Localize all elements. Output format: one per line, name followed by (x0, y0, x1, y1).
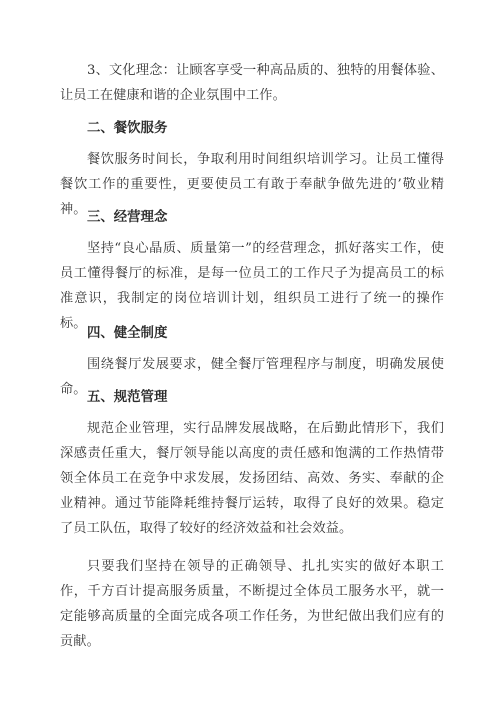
closing-paragraph: 只要我们坚持在领导的正确领导、扎扎实实的做好本职工作，千方百计提高服务质量，不断提过全体员工服务水平，就一定能够高质量的全面完成各项工作任务，为世纪做出我们应有的贡献。 (60, 559, 444, 649)
culture-concept-paragraph: 3、文化理念：让顾客享受一种高品质的、独特的用餐体验、让员工在健康和谐的企业氛围中工作。 (60, 63, 444, 103)
catering-service-paragraph: 餐饮服务时间长，争取利用时间组织培训学习。让员工懂得餐饮工作的重要性，更要使员工有敢于奉献争做先进的’敬业精神。 (60, 152, 444, 217)
section-heading-catering-service: 二、餐饮服务 (87, 120, 168, 136)
section-heading-improve-system: 四、健全制度 (87, 325, 168, 341)
standard-management-paragraph: 规范企业管理，实行品牌发展战略，在后勤此情形下，我们深感责任重大，餐厅领导能以高度的责任感和饱满的工作热情带领全体员工在竞争中求发展，发扬团结、高效、务实、奉献的企业精神。通过节能降耗维持餐厅运转，取得了良好的效果。稳定了员工队伍，取得了较好的经济效益和社会效益。 (60, 421, 444, 536)
section-heading-business-philosophy: 三、经营理念 (87, 209, 168, 225)
section-heading-standard-management: 五、规范管理 (87, 389, 168, 405)
improve-system-paragraph: 围绕餐厅发展要求，健全餐厅管理程序与制度，明确发展使命。 (60, 357, 444, 397)
business-philosophy-paragraph: 坚持“良心晶质、质量第一”的经营理念，抓好落实工作，使员工懂得餐厅的标准，是每一位员工的工作尺子为提高员工的标准意识，我制定的岗位培训计划，组织员工进行了统一的操作标。 (60, 241, 444, 331)
